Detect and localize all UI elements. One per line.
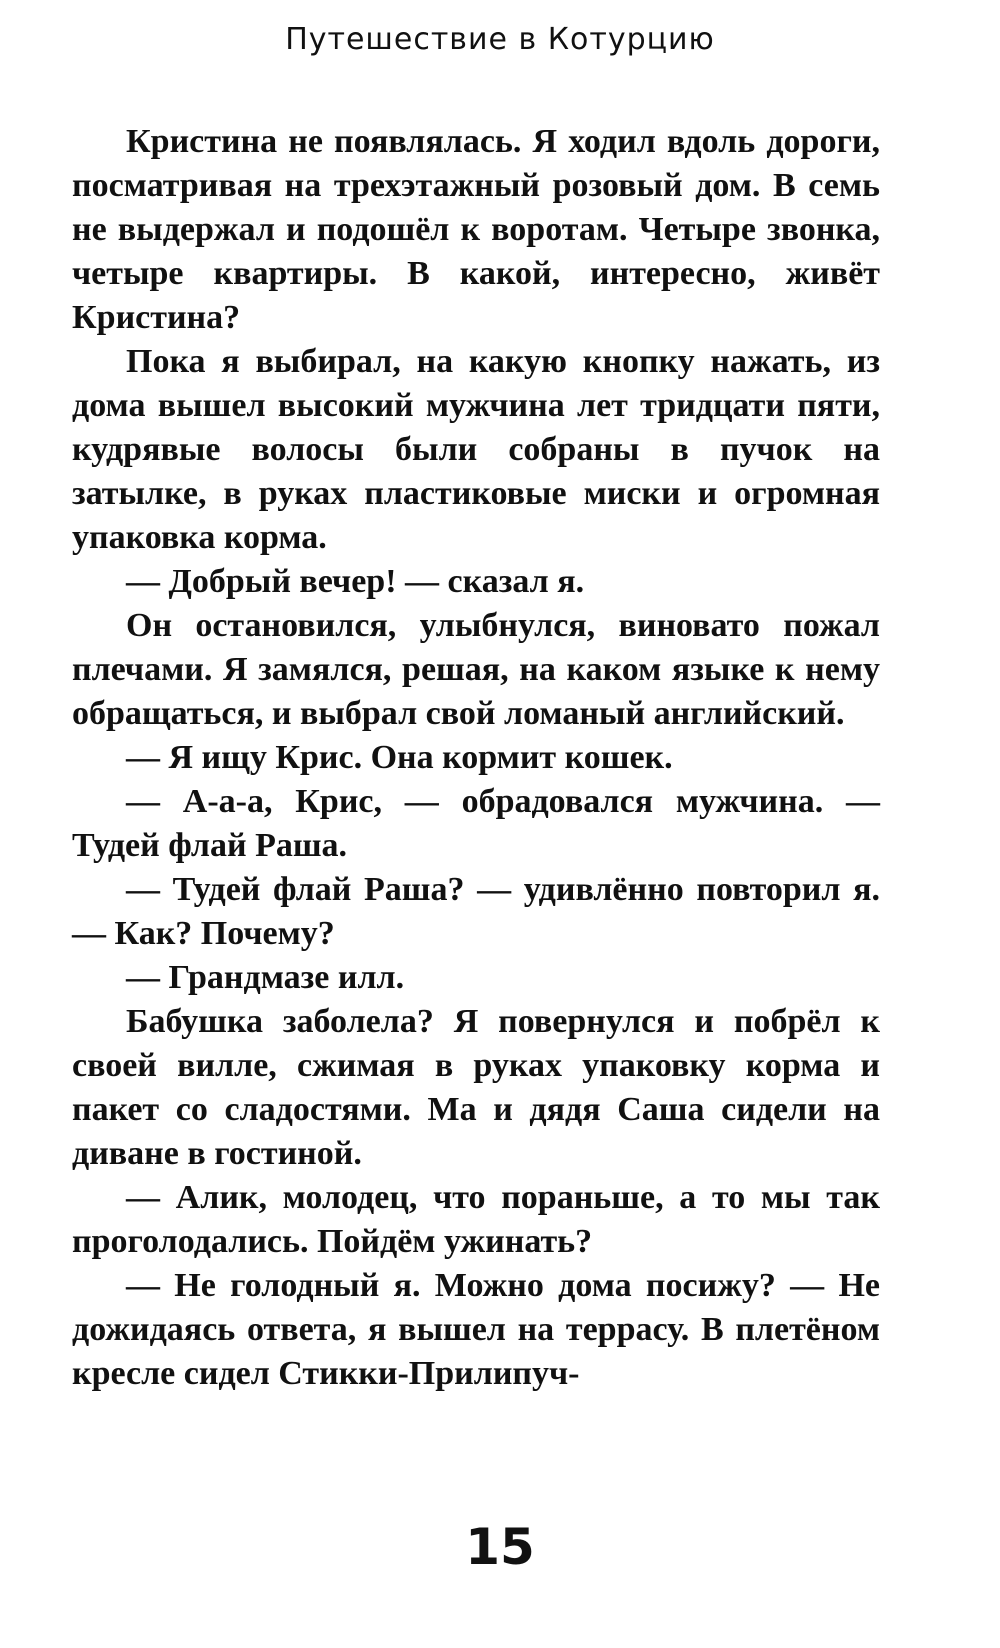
paragraph: — А-а-а, Крис, — обрадовался мужчина. — Тудей флай Раша. xyxy=(72,783,880,864)
paragraph: — Я ищу Крис. Она кормит кошек. xyxy=(126,739,673,776)
paragraph: — Алик, молодец, что пораньше, а то мы так проголодались. Пойдём ужинать? xyxy=(72,1179,880,1260)
paragraph: Бабушка заболела? Я повернулся и побрёл к своей вилле, сжимая в руках упаковку корма и пакет со сладостями. Ма и дядя Саша сидели на диване в гостиной. xyxy=(72,1003,880,1172)
paragraph: Он остановился, улыбнулся, виновато пожал плечами. Я замялся, решая, на каком языке к нему обращаться, и выбрал свой ломаный английский. xyxy=(72,607,880,732)
paragraph: Кристина не появлялась. Я ходил вдоль дороги, посматривая на трехэтажный розовый дом. В семь не выдержал и подошёл к воротам. Четыре звонка, четыре квартиры. В какой, интересно, живёт Кристина? xyxy=(72,123,880,336)
paragraph: — Не голодный я. Можно дома посижу? — Не дожидаясь ответа, я вышел на террасу. В плетёном кресле сидел Стикки-Прилипуч- xyxy=(72,1267,880,1392)
running-header: Путешествие в Котурцию xyxy=(285,22,715,57)
body-text xyxy=(72,120,880,1396)
paragraph: — Тудей флай Раша? — удивлённо повторил я. — Как? Почему? xyxy=(72,871,880,952)
paragraph: — Добрый вечер! — сказал я. xyxy=(126,563,585,600)
paragraph: Пока я выбирал, на какую кнопку нажать, из дома вышел высокий мужчина лет тридцати пяти, кудрявые волосы были собраны в пучок на затылке, в руках пластиковые миски и огромная упаковка корма. xyxy=(72,343,880,556)
page-number: 15 xyxy=(465,1518,535,1576)
paragraph: — Грандмазе илл. xyxy=(126,959,405,996)
